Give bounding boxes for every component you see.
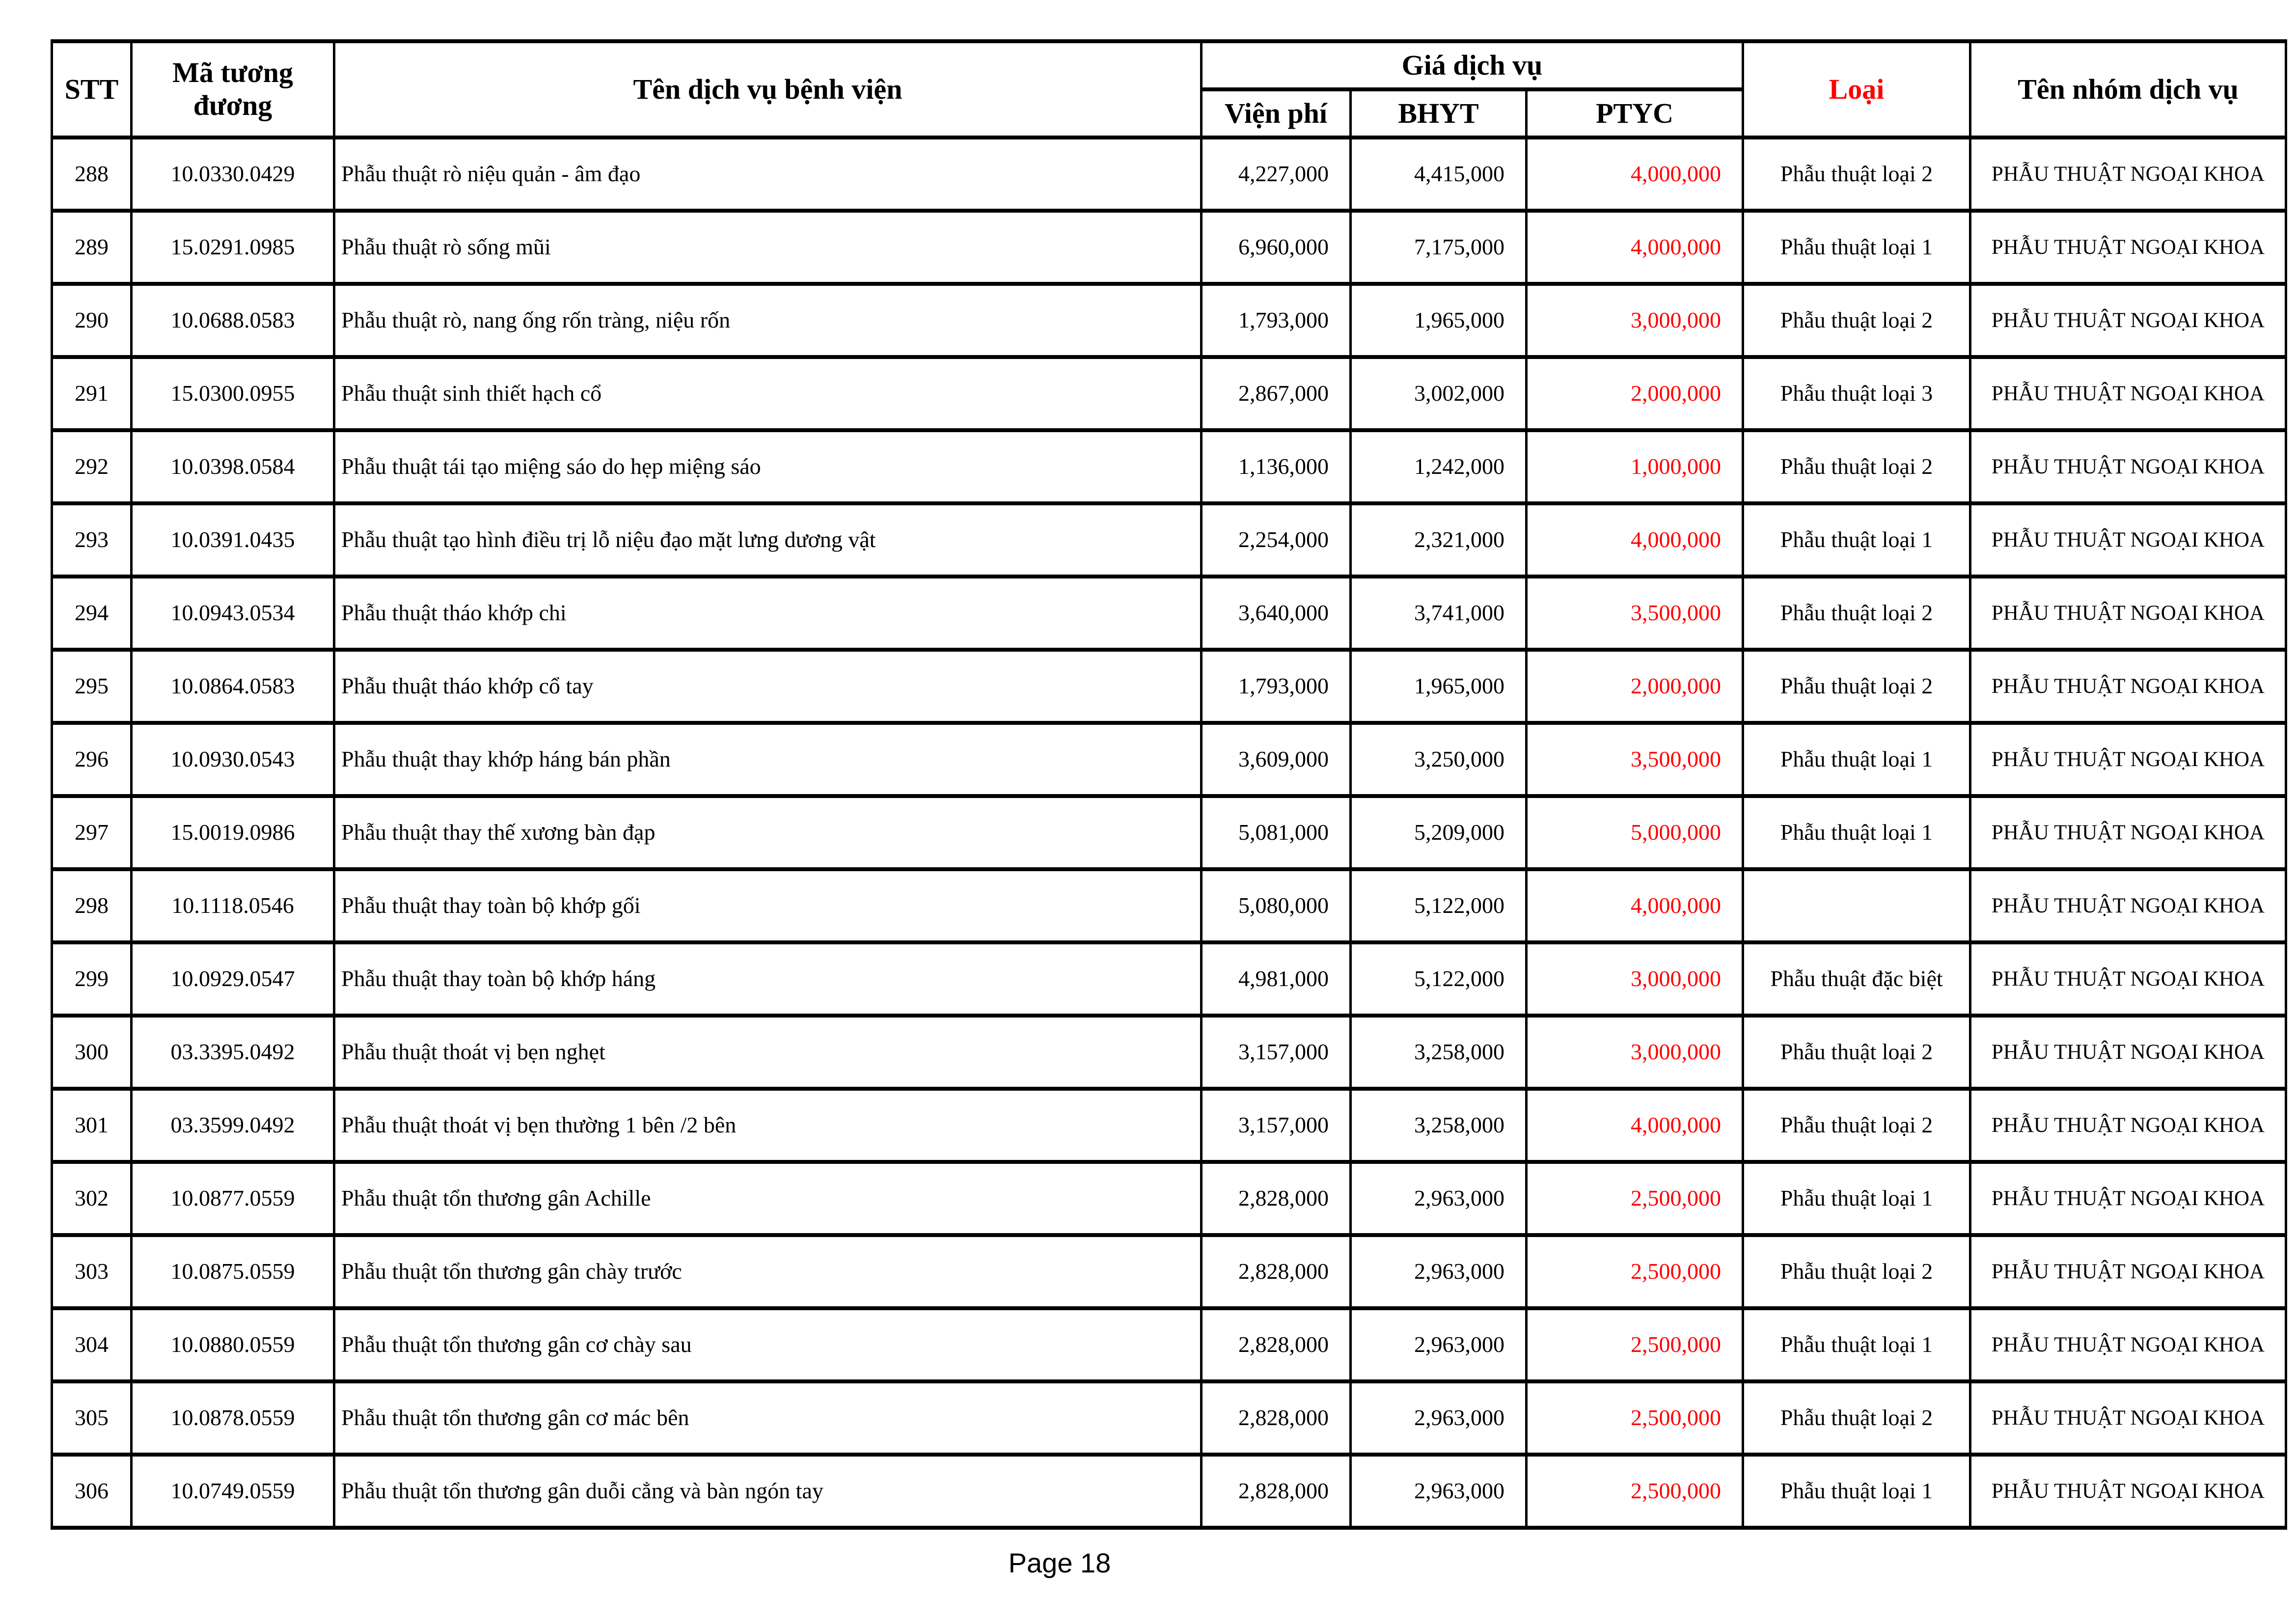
cell-code: 10.0929.0547 [132,942,334,1016]
cell-code: 10.0930.0543 [132,723,334,796]
cell-ptyc: 2,500,000 [1527,1455,1743,1528]
table-row [52,1455,2286,1528]
cell-bhyt: 3,741,000 [1351,577,1527,650]
cell-vien-phi: 1,136,000 [1202,430,1351,503]
cell-stt: 296 [52,723,132,796]
cell-code: 15.0291.0985 [132,211,334,284]
table-row [52,430,2286,503]
cell-service-name: Phẫu thuật rò niệu quản - âm đạo [334,138,1202,211]
cell-service-name: Phẫu thuật rò sống mũi [334,211,1202,284]
cell-group-name: PHẪU THUẬT NGOẠI KHOA [1970,1016,2286,1089]
cell-vien-phi: 5,080,000 [1202,869,1351,942]
page-number-label: Page 18 [1008,1547,1111,1578]
table-row [52,577,2286,650]
cell-code: 10.0880.0559 [132,1308,334,1381]
cell-stt: 294 [52,577,132,650]
cell-ptyc: 4,000,000 [1527,503,1743,577]
cell-service-name: Phẫu thuật thay toàn bộ khớp gối [334,869,1202,942]
cell-service-name: Phẫu thuật tháo khớp chi [334,577,1202,650]
cell-bhyt: 2,321,000 [1351,503,1527,577]
cell-service-name: Phẫu thuật tổn thương gân cơ mác bên [334,1381,1202,1455]
table-header [52,41,2286,138]
cell-ptyc: 3,500,000 [1527,577,1743,650]
cell-group-name: PHẪU THUẬT NGOẠI KHOA [1970,1455,2286,1528]
cell-loai: Phẫu thuật loại 2 [1743,650,1970,723]
cell-code: 10.0875.0559 [132,1235,334,1308]
cell-code: 10.0877.0559 [132,1162,334,1235]
table-row [52,869,2286,942]
cell-loai: Phẫu thuật loại 2 [1743,577,1970,650]
cell-stt: 305 [52,1381,132,1455]
cell-group-name: PHẪU THUẬT NGOẠI KHOA [1970,1162,2286,1235]
cell-bhyt: 3,258,000 [1351,1016,1527,1089]
table-row [52,1016,2286,1089]
table-row [52,138,2286,211]
cell-vien-phi: 2,828,000 [1202,1308,1351,1381]
cell-ptyc: 2,500,000 [1527,1235,1743,1308]
cell-bhyt: 1,965,000 [1351,650,1527,723]
table-row [52,1089,2286,1162]
cell-bhyt: 2,963,000 [1351,1235,1527,1308]
cell-vien-phi: 4,981,000 [1202,942,1351,1016]
cell-service-name: Phẫu thuật rò, nang ống rốn tràng, niệu rốn [334,284,1202,357]
cell-stt: 289 [52,211,132,284]
table-row [52,1235,2286,1308]
cell-service-name: Phẫu thuật thay khớp háng bán phần [334,723,1202,796]
table-row [52,284,2286,357]
cell-loai: Phẫu thuật loại 1 [1743,1308,1970,1381]
cell-loai: Phẫu thuật loại 2 [1743,1235,1970,1308]
cell-service-name: Phẫu thuật thay thế xương bàn đạp [334,796,1202,869]
cell-stt: 297 [52,796,132,869]
cell-stt: 288 [52,138,132,211]
cell-group-name: PHẪU THUẬT NGOẠI KHOA [1970,577,2286,650]
cell-stt: 299 [52,942,132,1016]
cell-ptyc: 4,000,000 [1527,211,1743,284]
cell-code: 03.3599.0492 [132,1089,334,1162]
cell-loai: Phẫu thuật loại 2 [1743,284,1970,357]
cell-loai [1743,869,1970,942]
cell-vien-phi: 3,609,000 [1202,723,1351,796]
cell-service-name: Phẫu thuật tổn thương gân Achille [334,1162,1202,1235]
cell-vien-phi: 2,828,000 [1202,1381,1351,1455]
cell-group-name: PHẪU THUẬT NGOẠI KHOA [1970,211,2286,284]
cell-group-name: PHẪU THUẬT NGOẠI KHOA [1970,503,2286,577]
cell-bhyt: 3,258,000 [1351,1089,1527,1162]
table-row [52,942,2286,1016]
cell-stt: 302 [52,1162,132,1235]
cell-ptyc: 2,000,000 [1527,357,1743,430]
table-row [52,357,2286,430]
cell-ptyc: 4,000,000 [1527,869,1743,942]
cell-service-name: Phẫu thuật thoát vị bẹn thường 1 bên /2 bên [334,1089,1202,1162]
cell-group-name: PHẪU THUẬT NGOẠI KHOA [1970,1308,2286,1381]
table-row [52,1308,2286,1381]
cell-stt: 291 [52,357,132,430]
cell-ptyc: 4,000,000 [1527,1089,1743,1162]
cell-ptyc: 2,500,000 [1527,1308,1743,1381]
cell-ptyc: 1,000,000 [1527,430,1743,503]
cell-vien-phi: 2,867,000 [1202,357,1351,430]
cell-bhyt: 2,963,000 [1351,1455,1527,1528]
cell-service-name: Phẫu thuật thoát vị bẹn nghẹt [334,1016,1202,1089]
cell-loai: Phẫu thuật loại 1 [1743,1162,1970,1235]
cell-group-name: PHẪU THUẬT NGOẠI KHOA [1970,723,2286,796]
cell-loai: Phẫu thuật loại 1 [1743,796,1970,869]
cell-bhyt: 3,250,000 [1351,723,1527,796]
cell-vien-phi: 2,828,000 [1202,1455,1351,1528]
header-ten-dich-vu: Tên dịch vụ bệnh viện [334,41,1202,138]
cell-code: 10.0878.0559 [132,1381,334,1455]
cell-code: 10.0330.0429 [132,138,334,211]
cell-loai: Phẫu thuật loại 2 [1743,138,1970,211]
cell-bhyt: 5,122,000 [1351,869,1527,942]
cell-stt: 292 [52,430,132,503]
cell-ptyc: 2,000,000 [1527,650,1743,723]
cell-group-name: PHẪU THUẬT NGOẠI KHOA [1970,357,2286,430]
header-ma-tuong-duong: Mã tương đương [132,41,334,138]
cell-vien-phi: 2,828,000 [1202,1162,1351,1235]
cell-group-name: PHẪU THUẬT NGOẠI KHOA [1970,1089,2286,1162]
table-row [52,723,2286,796]
cell-vien-phi: 2,828,000 [1202,1235,1351,1308]
cell-group-name: PHẪU THUẬT NGOẠI KHOA [1970,796,2286,869]
cell-ptyc: 3,000,000 [1527,942,1743,1016]
cell-ptyc: 3,000,000 [1527,284,1743,357]
table-row [52,650,2286,723]
cell-group-name: PHẪU THUẬT NGOẠI KHOA [1970,138,2286,211]
header-vien-phi: Viện phí [1202,89,1351,138]
header-ptyc: PTYC [1527,89,1743,138]
cell-loai: Phẫu thuật loại 2 [1743,1016,1970,1089]
cell-bhyt: 7,175,000 [1351,211,1527,284]
cell-service-name: Phẫu thuật tạo hình điều trị lỗ niệu đạo mặt lưng dương vật [334,503,1202,577]
cell-stt: 301 [52,1089,132,1162]
table-row [52,1162,2286,1235]
cell-stt: 304 [52,1308,132,1381]
cell-ptyc: 3,500,000 [1527,723,1743,796]
cell-code: 10.0391.0435 [132,503,334,577]
cell-vien-phi: 3,157,000 [1202,1016,1351,1089]
cell-stt: 290 [52,284,132,357]
cell-group-name: PHẪU THUẬT NGOẠI KHOA [1970,284,2286,357]
cell-ptyc: 4,000,000 [1527,138,1743,211]
table-row [52,503,2286,577]
cell-service-name: Phẫu thuật thay toàn bộ khớp háng [334,942,1202,1016]
header-ten-nhom: Tên nhóm dịch vụ [1970,41,2286,138]
cell-ptyc: 3,000,000 [1527,1016,1743,1089]
cell-vien-phi: 3,640,000 [1202,577,1351,650]
cell-vien-phi: 2,254,000 [1202,503,1351,577]
cell-group-name: PHẪU THUẬT NGOẠI KHOA [1970,942,2286,1016]
cell-code: 03.3395.0492 [132,1016,334,1089]
cell-loai: Phẫu thuật loại 2 [1743,1089,1970,1162]
cell-bhyt: 5,122,000 [1351,942,1527,1016]
cell-group-name: PHẪU THUẬT NGOẠI KHOA [1970,1381,2286,1455]
cell-code: 10.0864.0583 [132,650,334,723]
cell-group-name: PHẪU THUẬT NGOẠI KHOA [1970,430,2286,503]
cell-service-name: Phẫu thuật tái tạo miệng sáo do hẹp miệng sáo [334,430,1202,503]
cell-loai: Phẫu thuật đặc biệt [1743,942,1970,1016]
cell-code: 10.0398.0584 [132,430,334,503]
table-body [52,138,2286,1528]
cell-loai: Phẫu thuật loại 1 [1743,503,1970,577]
cell-bhyt: 5,209,000 [1351,796,1527,869]
cell-code: 15.0300.0955 [132,357,334,430]
cell-stt: 298 [52,869,132,942]
table-row [52,1381,2286,1455]
cell-group-name: PHẪU THUẬT NGOẠI KHOA [1970,650,2286,723]
cell-stt: 306 [52,1455,132,1528]
cell-stt: 293 [52,503,132,577]
cell-group-name: PHẪU THUẬT NGOẠI KHOA [1970,1235,2286,1308]
price-table [51,39,2287,1530]
cell-code: 15.0019.0986 [132,796,334,869]
cell-vien-phi: 4,227,000 [1202,138,1351,211]
cell-ptyc: 2,500,000 [1527,1162,1743,1235]
cell-code: 10.0749.0559 [132,1455,334,1528]
cell-code: 10.0943.0534 [132,577,334,650]
table-row [52,796,2286,869]
cell-loai: Phẫu thuật loại 1 [1743,723,1970,796]
cell-bhyt: 2,963,000 [1351,1308,1527,1381]
table-row [52,211,2286,284]
header-bhyt: BHYT [1351,89,1527,138]
cell-service-name: Phẫu thuật tổn thương gân cơ chày sau [334,1308,1202,1381]
cell-stt: 300 [52,1016,132,1089]
cell-ptyc: 2,500,000 [1527,1381,1743,1455]
cell-code: 10.0688.0583 [132,284,334,357]
cell-ptyc: 5,000,000 [1527,796,1743,869]
cell-service-name: Phẫu thuật tổn thương gân chày trước [334,1235,1202,1308]
cell-vien-phi: 5,081,000 [1202,796,1351,869]
cell-bhyt: 1,965,000 [1351,284,1527,357]
cell-loai: Phẫu thuật loại 1 [1743,1455,1970,1528]
cell-group-name: PHẪU THUẬT NGOẠI KHOA [1970,869,2286,942]
cell-vien-phi: 3,157,000 [1202,1089,1351,1162]
cell-stt: 303 [52,1235,132,1308]
cell-loai: Phẫu thuật loại 1 [1743,211,1970,284]
cell-vien-phi: 1,793,000 [1202,650,1351,723]
cell-loai: Phẫu thuật loại 3 [1743,357,1970,430]
cell-vien-phi: 6,960,000 [1202,211,1351,284]
cell-bhyt: 3,002,000 [1351,357,1527,430]
cell-bhyt: 4,415,000 [1351,138,1527,211]
cell-bhyt: 2,963,000 [1351,1162,1527,1235]
cell-service-name: Phẫu thuật sinh thiết hạch cổ [334,357,1202,430]
cell-bhyt: 1,242,000 [1351,430,1527,503]
cell-loai: Phẫu thuật loại 2 [1743,1381,1970,1455]
header-stt: STT [52,41,132,138]
cell-loai: Phẫu thuật loại 2 [1743,430,1970,503]
cell-code: 10.1118.0546 [132,869,334,942]
cell-bhyt: 2,963,000 [1351,1381,1527,1455]
cell-vien-phi: 1,793,000 [1202,284,1351,357]
cell-stt: 295 [52,650,132,723]
header-gia-dich-vu: Giá dịch vụ [1202,41,1743,89]
cell-service-name: Phẫu thuật tháo khớp cổ tay [334,650,1202,723]
header-loai: Loại [1743,41,1970,138]
cell-service-name: Phẫu thuật tổn thương gân duỗi cẳng và bàn ngón tay [334,1455,1202,1528]
